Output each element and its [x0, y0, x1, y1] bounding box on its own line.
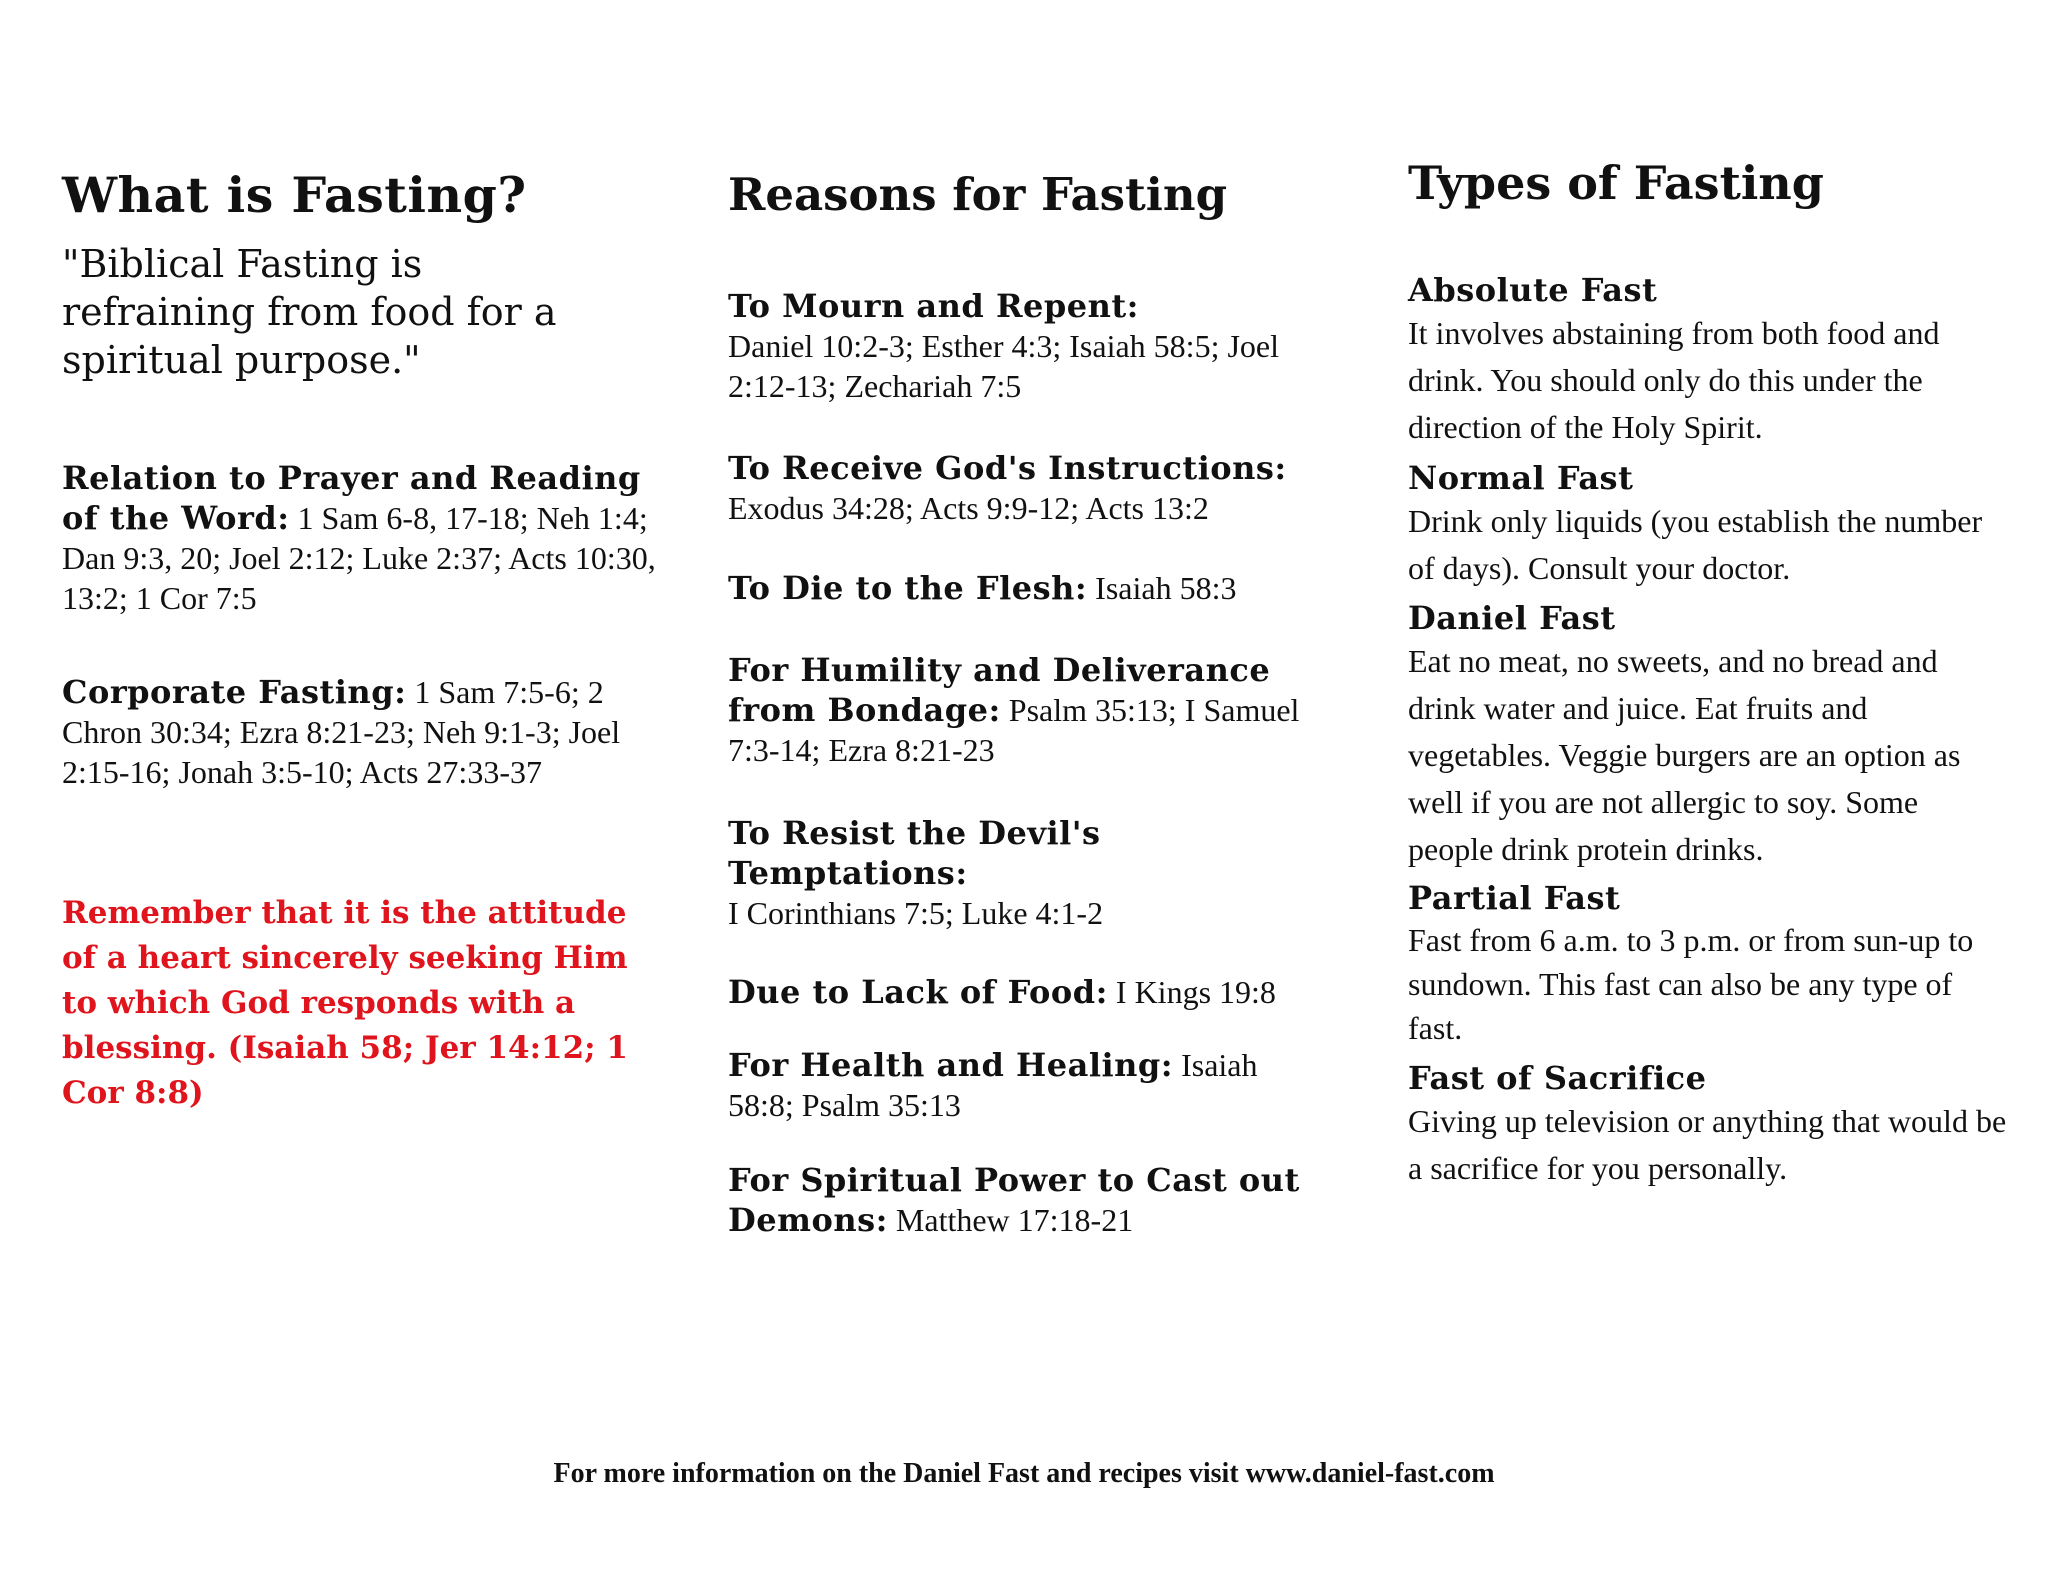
reason-refs: I Kings 19:8: [1107, 974, 1276, 1010]
reason-item: [728, 1160, 1328, 1240]
fast-type-name: Absolute Fast: [1408, 271, 1658, 309]
reason-refs: Daniel 10:2-3; Esther 4:3; Isaiah 58:5; Joel 2:12-13; Zechariah 7:5: [728, 328, 1279, 404]
attitude-reminder: Remember that it is the attitude of a heart sincerely seeking Him to which God responds with a blessing. (Isaiah 58; Jer 14:12; 1 Cor 8:8): [62, 895, 628, 1111]
reason-refs: Matthew 17:18-21: [887, 1202, 1134, 1238]
relation-prayer-refs: 1 Sam 6-8, 17-18; Neh 1:4; Dan 9:3, 20; Joel 2:12; Luke 2:37; Acts 10:30, 13:2; 1 Cor 7:5: [62, 500, 656, 616]
fast-type-name: Daniel Fast: [1408, 599, 1616, 637]
corporate-fasting-refs: 1 Sam 7:5-6; 2 Chron 30:34; Ezra 8:21-23; Neh 9:1-3; Joel 2:15-16; Jonah 3:5-10; Acts 27:33-37: [62, 674, 621, 790]
reason-label: For Health and Healing:: [728, 1046, 1174, 1084]
reason-refs: I Corinthians 7:5; Luke 4:1-2: [728, 895, 1104, 931]
relation-prayer-block: [62, 458, 662, 618]
reason-item: [728, 972, 1328, 1012]
fast-type-daniel: [1408, 598, 2008, 873]
fast-type-name: Normal Fast: [1408, 459, 1634, 497]
fast-type-name: Fast of Sacrifice: [1408, 1059, 1707, 1097]
fast-type-desc: Fast from 6 a.m. to 3 p.m. or from sun-up to sundown. This fast can also be any type of fast.: [1408, 922, 1974, 1046]
reason-refs: Psalm 35:13; I Samuel 7:3-14; Ezra 8:21-23: [728, 692, 1300, 768]
fast-type-sacrifice: [1408, 1058, 2008, 1192]
definition-quote: "Biblical Fasting is refraining from food for a spiritual purpose.": [62, 242, 557, 382]
reason-label: Due to Lack of Food:: [728, 973, 1108, 1011]
reason-refs: Isaiah 58:8; Psalm 35:13: [728, 1047, 1258, 1123]
fast-type-normal: [1408, 458, 2008, 592]
reason-label: To Receive God's Instructions:: [728, 449, 1287, 487]
reason-label: For Spiritual Power to Cast out Demons:: [728, 1161, 1300, 1239]
relation-prayer-label: Relation to Prayer and Reading of the Word:: [62, 459, 641, 537]
corporate-fasting-label: Corporate Fasting:: [62, 673, 407, 711]
reason-label: To Mourn and Repent:: [728, 287, 1139, 325]
reason-label: For Humility and Deliverance from Bondage:: [728, 651, 1271, 729]
reason-label: To Resist the Devil's Temptations:: [728, 814, 1101, 892]
fast-type-partial: [1408, 878, 2008, 1050]
reason-item: [728, 568, 1328, 608]
fast-type-desc: Eat no meat, no sweets, and no bread and drink water and juice. Eat fruits and vegetables. Veggie burgers are an option as well if you are not allergic to soy. Some people drink protein drinks.: [1408, 643, 1961, 867]
fast-type-desc: It involves abstaining from both food and drink. You should only do this under the direction of the Holy Spirit.: [1408, 315, 1940, 445]
reason-refs: Exodus 34:28; Acts 9:9-12; Acts 13:2: [728, 490, 1209, 526]
fast-type-desc: Giving up television or anything that would be a sacrifice for you personally.: [1408, 1103, 2007, 1186]
reason-item: [728, 1045, 1328, 1125]
reason-item: [728, 286, 1328, 406]
types-title: Types of Fasting: [1408, 156, 1824, 210]
footer-info: For more information on the Daniel Fast and recipes visit www.daniel-fast.com: [553, 1458, 1495, 1489]
reason-item: [728, 813, 1328, 933]
fast-type-name: Partial Fast: [1408, 879, 1621, 917]
what-is-fasting-title: What is Fasting?: [62, 166, 527, 224]
fast-type-desc: Drink only liquids (you establish the number of days). Consult your doctor.: [1408, 503, 1983, 586]
reason-refs: Isaiah 58:3: [1087, 570, 1237, 606]
reasons-title: Reasons for Fasting: [728, 168, 1228, 221]
reason-label: To Die to the Flesh:: [728, 569, 1088, 607]
reason-item: [728, 650, 1328, 770]
corporate-fasting-block: [62, 672, 622, 792]
fast-type-absolute: [1408, 270, 2008, 451]
reason-item: [728, 448, 1328, 528]
